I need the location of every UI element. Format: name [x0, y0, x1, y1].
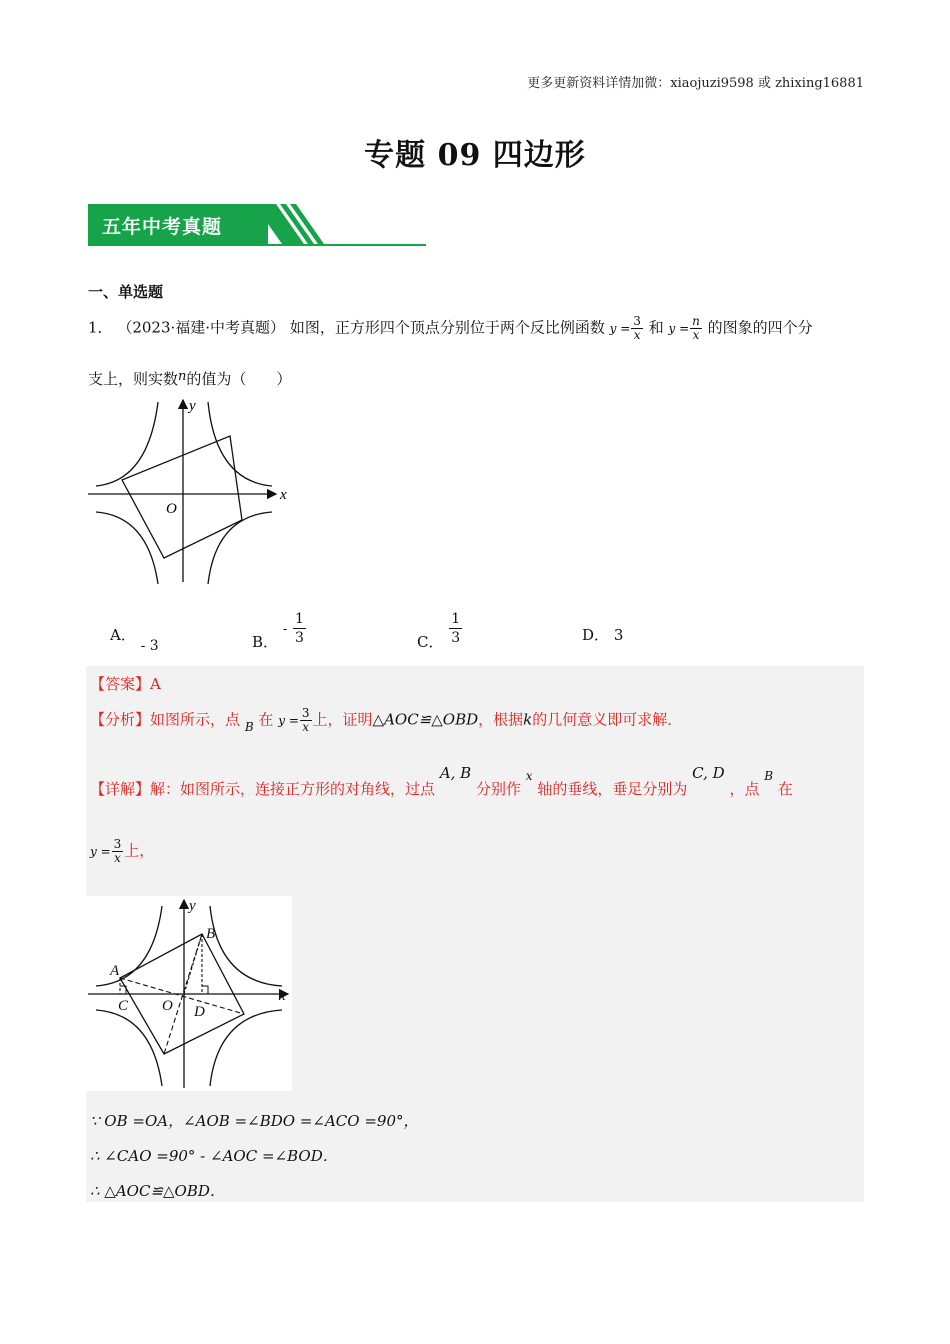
solution-figure-panel: [86, 896, 292, 1091]
curve-q4: [208, 512, 272, 584]
question-number: 1．: [88, 318, 113, 337]
option-b-letter: B．: [252, 632, 279, 651]
detail-line-2: [90, 838, 154, 865]
analysis-congruence: △AOC≌△OBD: [372, 710, 479, 729]
square: [122, 436, 242, 558]
proof-step-1: [90, 1110, 419, 1131]
func2-lhs: y =: [668, 321, 690, 336]
analysis-line: [90, 707, 682, 734]
analysis-func-fraction: $\frac{3}{x}$: [301, 706, 310, 734]
proof-step-3-text: ∴ △AOC≌△OBD．: [90, 1182, 225, 1200]
question-line2-b: 的值为（ ）: [186, 370, 292, 388]
point-d-label: D: [194, 1004, 205, 1020]
option-a-letter: A．: [110, 626, 136, 644]
banner-stripes: [254, 204, 394, 246]
question-text-b: 和: [648, 318, 664, 337]
answer-tag: 【答案】: [90, 675, 151, 693]
detail-points-cd: C, D: [692, 764, 725, 782]
solution-figure: [86, 896, 292, 1091]
x-axis-label: x: [280, 487, 287, 503]
point-a-label: A: [110, 963, 120, 979]
banner-label: 五年中考真题: [102, 216, 223, 238]
analysis-k: k: [523, 710, 533, 729]
analysis-b: 在: [258, 710, 274, 729]
question-line-2: [88, 368, 291, 389]
analysis-point: B: [244, 719, 254, 734]
question-text-c: 的图象的四个分: [707, 318, 813, 337]
proof-step-3: [90, 1180, 225, 1201]
origin-label: O: [166, 501, 177, 517]
proof-step-1-text: ∵ OB =OA，∠AOB =∠BDO =∠ACO =90°，: [90, 1112, 419, 1130]
option-b[interactable]: [252, 610, 307, 651]
detail-c: 轴的垂线，垂足分别为: [537, 780, 688, 798]
point-o-label: O: [162, 998, 173, 1014]
option-c[interactable]: [417, 610, 463, 651]
detail-a: 解：如图所示，连接正方形的对角线，过点: [150, 780, 436, 798]
section-banner: [88, 204, 428, 246]
solution-curve-q1: [210, 906, 282, 986]
detail-tag: 【详解】: [90, 780, 151, 798]
solution-curve-q4: [210, 1010, 282, 1086]
option-a[interactable]: [110, 624, 159, 654]
option-d-letter: D．: [582, 626, 610, 644]
question-source: （2023·福建·中考真题）: [117, 318, 286, 337]
y-axis-label: y: [189, 398, 196, 414]
proof-step-2: [90, 1145, 338, 1166]
func1-lhs: y =: [609, 321, 631, 336]
detail-point-b: B: [764, 769, 774, 783]
option-c-letter: C．: [417, 632, 444, 651]
curve-q3: [96, 512, 158, 584]
answer-value: A: [150, 675, 161, 693]
detail-f: 上，: [124, 841, 155, 860]
page-title: 专题 09 四边形: [364, 138, 586, 173]
analysis-c: 上，证明: [312, 710, 373, 729]
question-line2-a: 支上，则实数: [88, 370, 179, 388]
analysis-d: ，根据: [478, 710, 524, 729]
analysis-e: 的几何意义即可求解．: [532, 710, 683, 729]
solution-curve-q3: [96, 1010, 162, 1086]
detail-axis: x: [525, 769, 533, 783]
solution-x-label: x: [279, 988, 286, 1004]
solution-curve-q2: [96, 906, 162, 986]
analysis-a: 如图所示，点: [150, 710, 241, 729]
option-d[interactable]: [582, 624, 623, 645]
question-text-a: 如图，正方形四个顶点分别位于两个反比例函数: [289, 318, 605, 337]
question-figure: [88, 396, 298, 586]
option-b-fraction: $\frac{1}{3}$: [295, 611, 304, 646]
analysis-tag: 【分析】: [90, 710, 151, 729]
option-c-fraction: $\frac{1}{3}$: [451, 611, 461, 646]
curve-q2: [96, 402, 158, 486]
analysis-func-lhs: y =: [278, 713, 299, 728]
point-b-label: B: [206, 926, 216, 942]
header-note: 更多更新资料详情加微：xiaojuzi9598 或 zhixing16881: [527, 76, 864, 91]
detail-b: 分别作: [476, 780, 522, 798]
proof-step-2-text: ∴ ∠CAO =90° - ∠AOC =∠BOD．: [90, 1147, 338, 1165]
detail-func-lhs: y =: [90, 844, 111, 859]
question-line-1: [88, 315, 813, 342]
answer-line: [90, 673, 161, 694]
right-angle-d: [202, 986, 208, 994]
detail-line-1: [90, 764, 793, 799]
func1-fraction: $\frac{3}{x}$: [633, 314, 641, 342]
question-var-n: n: [178, 369, 187, 384]
detail-func-fraction: $\frac{3}{x}$: [113, 837, 122, 865]
func2-fraction: $\frac{n}{x}$: [692, 314, 700, 342]
banner-underline: [88, 244, 426, 246]
option-b-sign: -: [282, 621, 288, 637]
solution-y-label: y: [189, 898, 196, 914]
section-heading: 一、单选题: [88, 283, 164, 301]
detail-d: ，点: [729, 780, 760, 798]
detail-points-ab: A, B: [439, 764, 472, 782]
option-a-value: - 3: [140, 638, 159, 654]
option-d-value: 3: [613, 626, 624, 644]
curve-q1: [208, 402, 272, 486]
point-c-label: C: [118, 998, 129, 1014]
detail-e: 在: [777, 780, 793, 798]
